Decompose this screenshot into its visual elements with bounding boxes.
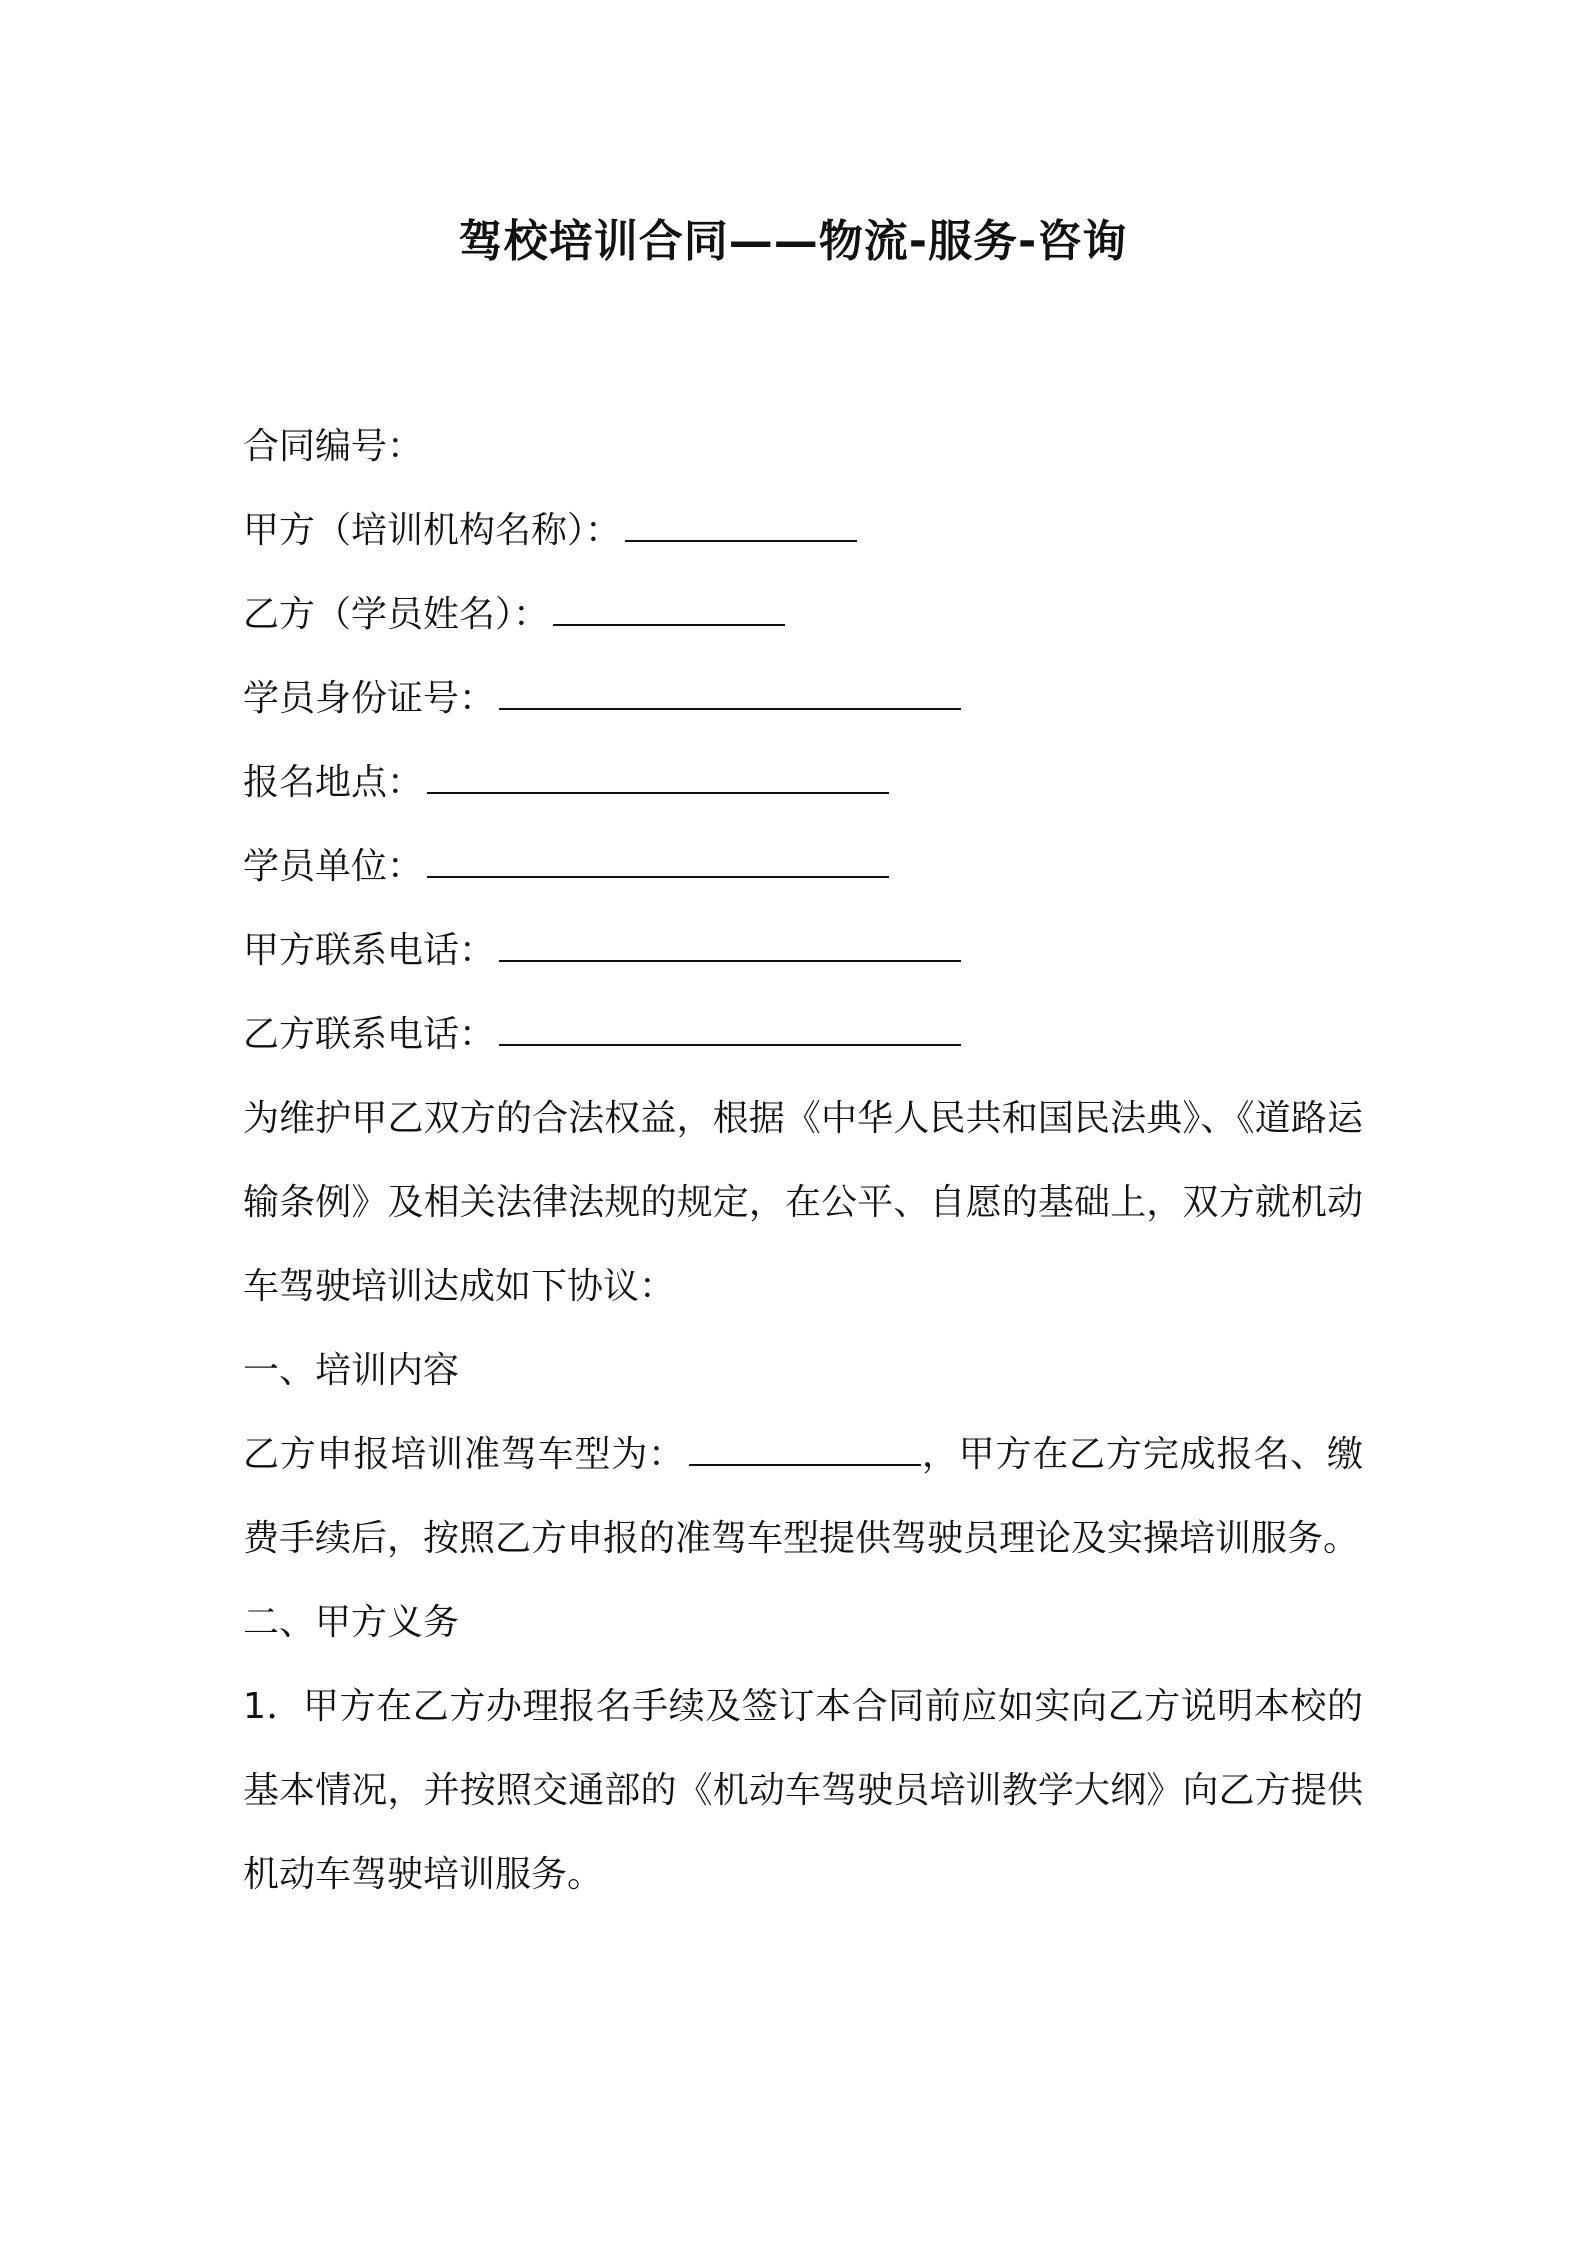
field-party-b-name	[243, 573, 1363, 657]
field-label: 合同编号：	[243, 426, 424, 467]
field-party-b-phone	[243, 993, 1363, 1077]
obligation-item-1: 1．甲方在乙方办理报名手续及签订本合同前应如实向乙方说明本校的基本情况，并按照交通部的《机动车驾驶员培训教学大纲》向乙方提供机动车驾驶培训服务。	[243, 1686, 1363, 1895]
field-student-employer	[243, 825, 1363, 909]
blank-line	[499, 1014, 961, 1046]
field-label: 学员身份证号：	[243, 678, 496, 719]
field-label: 乙方（学员姓名）：	[243, 594, 550, 635]
field-party-a-phone	[243, 909, 1363, 993]
preamble-paragraph: 为维护甲乙双方的合法权益，根据《中华人民共和国民法典》、《道路运输条例》及相关法律法规的规定，在公平、自愿的基础上，双方就机动车驾驶培训达成如下协议：	[243, 1098, 1363, 1307]
field-label: 报名地点：	[243, 762, 424, 803]
document-body	[243, 405, 1363, 1917]
field-label: 学员单位：	[243, 846, 424, 887]
blank-line	[427, 762, 889, 794]
blank-line	[553, 594, 785, 626]
field-student-id-number	[243, 657, 1363, 741]
paragraph-text: ，甲方在乙方完成报名、缴费手续后，按照乙方申报的准驾车型提供驾驶员理论及实操培训服务。	[243, 1434, 1363, 1559]
document-title: 驾校培训合同——物流-服务-咨询	[458, 216, 1128, 267]
paragraph-text: 乙方申报培训准驾车型为：	[243, 1434, 685, 1475]
section-heading-training-content: 一、培训内容	[243, 1350, 460, 1391]
field-contract-number	[243, 405, 1363, 489]
field-party-a-name	[243, 489, 1363, 573]
field-label: 甲方（培训机构名称）：	[243, 510, 622, 551]
blank-line	[499, 930, 961, 962]
section-heading-party-a-obligations: 二、甲方义务	[243, 1602, 460, 1643]
blank-line	[625, 510, 857, 542]
field-registration-location	[243, 741, 1363, 825]
field-label: 甲方联系电话：	[243, 930, 496, 971]
blank-line	[499, 678, 961, 710]
blank-line	[427, 846, 889, 878]
training-content-paragraph	[243, 1413, 1363, 1581]
blank-line	[689, 1434, 921, 1466]
field-label: 乙方联系电话：	[243, 1014, 496, 1055]
